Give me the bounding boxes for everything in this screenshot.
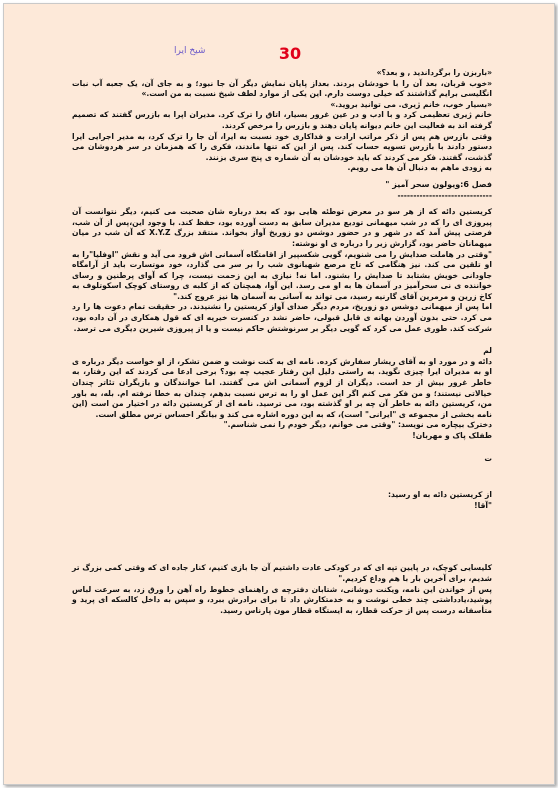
paragraph: وقتی بازرس هم پس از ذکر مراتب ارادت و فداکاری خود نسبت به ایرا، آن جا را ترک کرد، به مدیر اجرایی ایرا دستور دادند با بازرس تسویه حساب کند. پس از این که تنها ماندند، فکری را که همزمان در سر هردوشان می گذشت، گفتند. فکر می کردند که باید خودشان به آن شماره ی پنج سری بزنند. bbox=[72, 131, 492, 162]
paragraph: اما پس از میهمانی دوشس دو زوریخ، مردم دیگر صدای آواز کریستین را نشنیدند. در حقیقت تمام دعوت ها را رد می کرد. حتی بدون آوردن بهانه ی قابل قبولی، حاضر نشد در کنسرت خیریه ای که قول همکاری در آن داده بود، شرکت کند. طوری عمل می کرد که گویی دیگر بر سرنوشتش حاکم نیست و یا از پیروزی شیرین دیگری می ترسد. bbox=[72, 302, 492, 333]
running-header-title: شیخ ایرا bbox=[174, 46, 206, 56]
paragraph: کریستین دائه که از هر سو در معرض توطئه هایی بود که بعد درباره شان صحبت می کنیم، دیگر نتوانست آن پیروزی ای را که در شب میهمانی تودیع مدیران سابق به دست آورده بود، حفظ کند. با وجود این،پس از آن شب، فرصتی پیش آمد که در شهر و در حضور دوشس دو زوریخ آواز بخواند. منتقد بزرگ X.Y.Z که آن شب در میان میهمانان حاضر بود، گزارش زیر را درباره ی او نوشته: bbox=[72, 207, 493, 248]
stray-mark: لم bbox=[483, 346, 492, 356]
paragraph: دخترک بیچاره می نویسد: "وقتی می خوانم، دیگر خودم را نمی شناسم." bbox=[223, 420, 492, 430]
paragraph: «بسیار خوب، خانم ژیری. می توانید بروید.» bbox=[330, 99, 492, 109]
chapter-rule: ------------------------------ bbox=[397, 190, 492, 200]
document-body bbox=[72, 68, 492, 616]
paragraph: از کریستین دائه به او رسید: bbox=[387, 490, 492, 500]
paragraph: دائه و در مورد او به آقای ریشار سفارش کرده. نامه ای به کنت نوشت و ضمن تشکر، از او خواست دیگر درباره ی او به مدیران ایرا چیزی نگوید. به راستی دلیل این رفتار عجیب چه بود؟ برخی ادعا می کردند که این رفتار، به خاطر غرور بیش از حد است. دیگران از لزوم آسمانی اش می گفتند. اما خوانندگان و بازیگران تئاتر چندان خیالاتی نیستند؛ و من فکر می کنم اگر این عمل او را به ترس نسبت بدهم، چندان به خطا نرفته ام. بله، به باور من، کریستین دائه به خاطر آن چه بر او گذشته بود، می ترسید. نامه ای از کریستین دائه در اختیار من است (این نامه بخشی از مجموعه ی "ایرانی" است)، که به این دوره اشاره می کند و بیانگر احساس ترس مطلق است. bbox=[72, 356, 492, 419]
paragraph: طفلک پاک و مهربان! bbox=[412, 431, 492, 440]
stray-mark: ت bbox=[484, 453, 492, 463]
paragraph: «خوب قربان، بعد آن را با خودشان بردند. بعداز پایان نمایش دیگر آن جا نبود؛ و به جای آن، یک جعبه آب نبات انگلیسی برایم گذاشتند که خیلی دوست دارم. این یکی از موارد لطف شیخ نسبت به من است.» bbox=[72, 78, 492, 99]
paragraph: کلیسایی کوچک، در پایین تپه ای که در کودکی عادت داشتیم آن جا بازی کنیم، کنار جاده ای که وقتی کمی بزرگ تر شدیم، برای آخرین بار با هم وداع کردیم." bbox=[72, 563, 492, 583]
paragraph: به زودی ماهم به دنبال آن ها می رویم. bbox=[347, 163, 492, 173]
paragraph: "وقتی در هاملت صدایش را می شنویم، گویی شکسپیر از اقامتگاه آسمانی اش فرود می آید و نقش "اوفلیا"را به او تلقین می کند. نیز هنگامی که تاج مرصع شهبانوی شب را بر سر می گذارد، خود موتسارت باید از آرامگاه جاودانی خویش بشتابد تا صدایش را بشنود. اما نه! نیازی به این زحمت نیست، چرا که آوای پرطنین و رسای خواننده ی نی سحرآمیز در آسمان ها به او می رسد. این آوا، همچنان که از کلبه ی روستای کوچک اسکوتلوف به کاخ زرین و مرمرین آقای گارنیه رسید، می تواند به آسانی به آسمان ها نیز عروج کند." bbox=[72, 249, 492, 301]
paragraph: خانم ژیری تعظیمی کرد و با ادب و در عین غرور بسیار، اتاق را ترک کرد. مدیران اپرا به بازرس گفتند که تصمیم گرفته اند به فعالیت این خانم دیوانه پایان دهند و بازرس را مرخص کردند. bbox=[72, 110, 492, 130]
page-number: 30 bbox=[278, 44, 302, 63]
paragraph: "آقا! bbox=[474, 500, 492, 510]
paragraph: «باربزن را برگرداندید , و بعد؟» bbox=[376, 68, 492, 77]
paragraph: پس از خواندن این نامه، ویکنت دوشانی، شتابان دفترچه ی راهنمای خطوط راه آهن را ورق زد، به سرعت لباس پوشید،یادداشتی چند خطی نوشت و به خدمتکارش داد تا برای برادرش ببرد، و سپس به داخل کالسکه ای پرید و متأسفانه درست پس از حرکت قطار، به ایستگاه قطار مون پارناس رسید. bbox=[72, 584, 492, 615]
chapter-title: فصل 6:ویولون سحر آمیز " bbox=[385, 179, 492, 189]
